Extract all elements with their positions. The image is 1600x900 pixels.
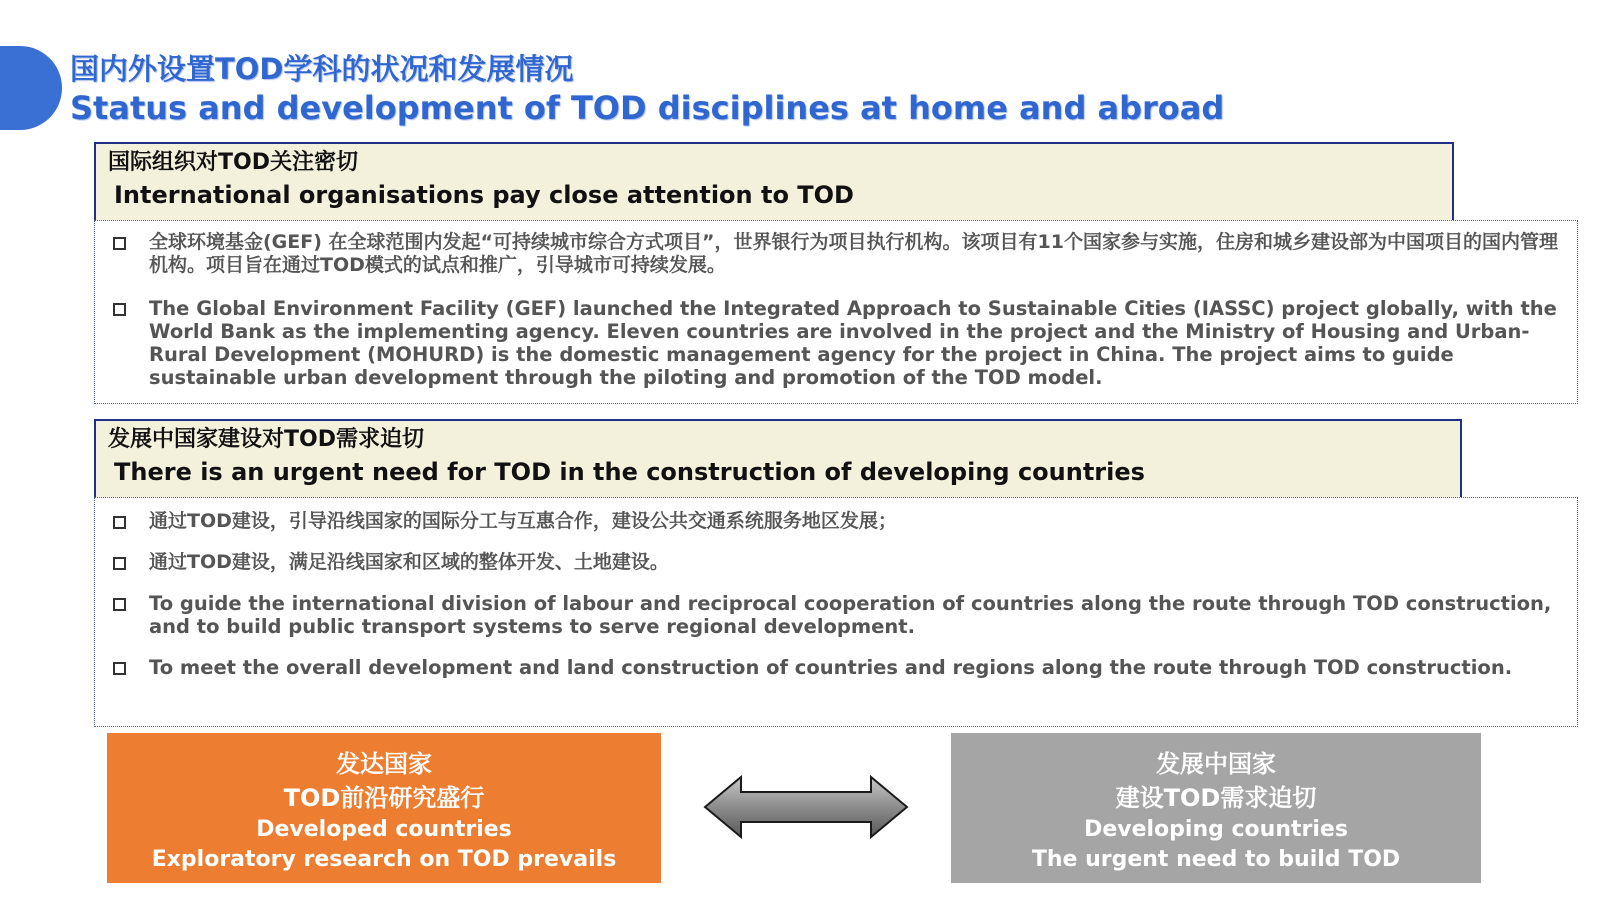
developed-label-en: Developed countries xyxy=(256,817,512,842)
title-tab-marker xyxy=(0,46,62,130)
page-title-en: Status and development of TOD disciplines at home and abroad xyxy=(70,89,1225,127)
section1-content xyxy=(94,220,1578,404)
developed-label-zh: 发达国家 xyxy=(336,750,432,778)
section1-heading xyxy=(94,142,1454,222)
developed-countries-box xyxy=(107,733,661,883)
page-title-zh: 国内外设置TOD学科的状况和发展情况 xyxy=(70,52,574,86)
list-item xyxy=(113,297,1565,389)
developing-subtitle-zh: 建设TOD需求迫切 xyxy=(1115,784,1317,812)
bullet-text: To meet the overall development and land construction of countries and regions along the route through TOD construction. xyxy=(149,656,1513,679)
section2-content xyxy=(94,497,1578,727)
developing-subtitle-en: The urgent need to build TOD xyxy=(1031,847,1401,872)
section1-heading-en: International organisations pay close attention to TOD xyxy=(114,181,854,209)
bullet-text: To guide the international division of labour and reciprocal cooperation of countries along the route through TOD construction, and to build public transport systems to serve regional development. xyxy=(149,592,1552,638)
list-item xyxy=(113,656,1565,679)
hollow-square-icon xyxy=(113,237,126,250)
list-item xyxy=(113,592,1565,638)
hollow-square-icon xyxy=(113,303,126,316)
list-item xyxy=(113,551,1565,574)
double-headed-arrow-icon xyxy=(703,775,909,839)
developing-label-en: Developing countries xyxy=(1084,817,1348,842)
developed-subtitle-en: Exploratory research on TOD prevails xyxy=(151,847,617,872)
section1-heading-zh: 国际组织对TOD关注密切 xyxy=(108,150,358,175)
section2-heading-en: There is an urgent need for TOD in the construction of developing countries xyxy=(114,458,1145,486)
developed-subtitle-zh: TOD前沿研究盛行 xyxy=(283,784,485,812)
hollow-square-icon xyxy=(113,557,126,570)
bullet-text: 通过TOD建设，引导沿线国家的国际分工与互惠合作，建设公共交通系统服务地区发展； xyxy=(149,510,897,532)
hollow-square-icon xyxy=(113,598,126,611)
developing-countries-box xyxy=(951,733,1481,883)
hollow-square-icon xyxy=(113,516,126,529)
list-item xyxy=(113,231,1565,277)
bullet-text: 全球环境基金(GEF) 在全球范围内发起“可持续城市综合方式项目”，世界银行为项目执行机构。该项目有11个国家参与实施，住房和城乡建设部为中国项目的国内管理机构。项目旨在通过TOD模式的试点和推广，引导城市可持续发展。 xyxy=(149,231,1558,276)
bullet-text: 通过TOD建设，满足沿线国家和区域的整体开发、土地建设。 xyxy=(149,551,669,573)
list-item xyxy=(113,510,1565,533)
hollow-square-icon xyxy=(113,662,126,675)
page-title xyxy=(70,50,1224,128)
section2-heading-zh: 发展中国家建设对TOD需求迫切 xyxy=(108,427,424,452)
section2-heading xyxy=(94,419,1462,499)
developing-label-zh: 发展中国家 xyxy=(1156,750,1276,778)
bullet-text: The Global Environment Facility (GEF) launched the Integrated Approach to Sustainable Cities (IASSC) project globally, with the World Bank as the implementing agency. Eleven countries are involved in the project and the Ministry of Housing and Urban-Rural Development (MOHURD) is the domestic management agency for the project in China. The project aims to guide sustainable urban development through the piloting and promotion of the TOD model. xyxy=(149,297,1557,389)
